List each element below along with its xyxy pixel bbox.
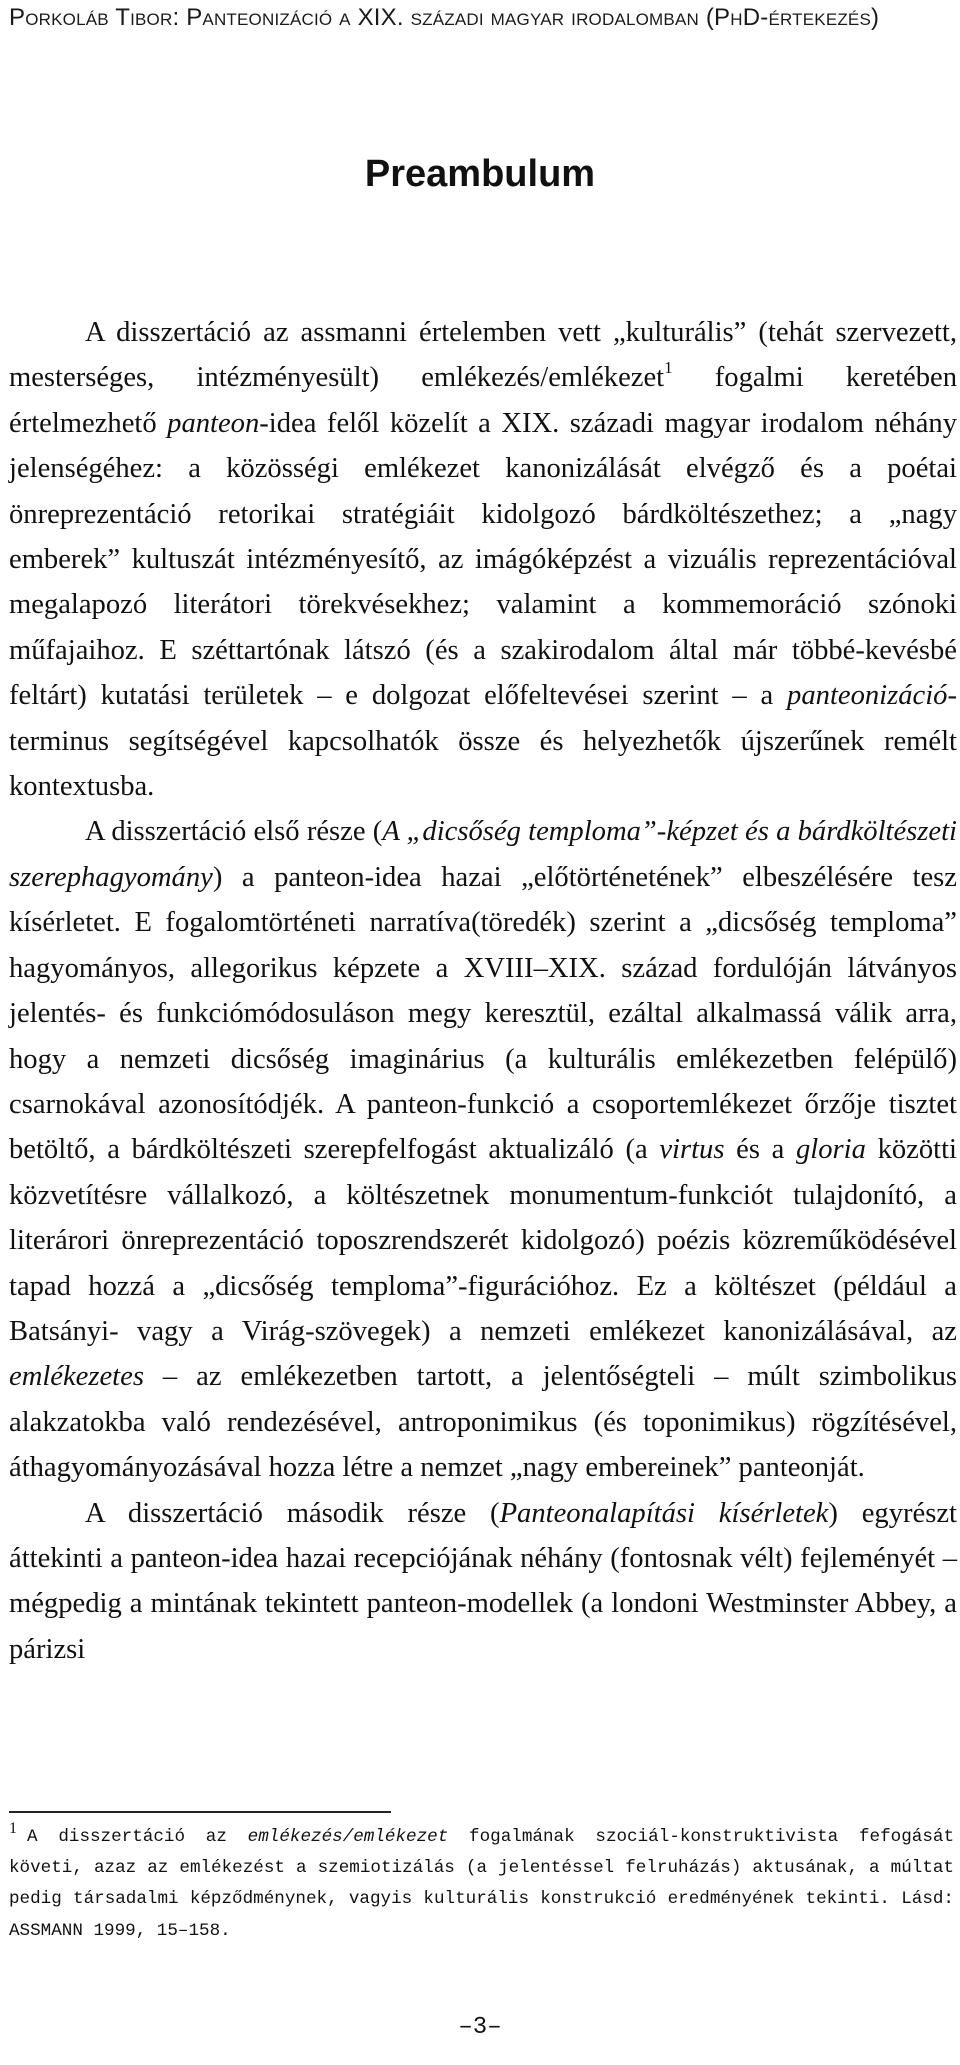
- paragraph-3-text-b: ) egyrészt áttekinti a panteon-idea hazai recepciójának néhány (fontosnak vélt) fejleményét – mégpedig a mintának tekintett panteon-modellek (a londoni Westminster Abbey, a párizsi: [9, 1497, 957, 1665]
- paragraph-3-text-a: A disszertáció második része (: [85, 1497, 500, 1529]
- paragraph-1-text-d: -terminus segítségével kapcsolhatók össze és helyezhetők újszerűnek remélt kontextusba.: [9, 680, 957, 803]
- paragraph-2-text-c: és a: [724, 1134, 796, 1166]
- paragraph-2-italic-virtus: virtus: [659, 1134, 725, 1166]
- paragraph-1-text-c: -idea felől közelít a XIX. századi magyar irodalom néhány jelenségéhez: a közösségi emlékezet kanonizálását elvégző és a poétai önreprezentáció retorikai stratégiáit kidolgozó bárdköltészethez; a „nagy emberek” kultuszát intézményesítő, az imágóképzést a vizuális reprezentációval megalapozó literátori törekvésekhez; valamint a kommemoráció szónoki műfajaihoz. E széttartónak látszó (és a szakirodalom által már többé-kevésbé feltárt) kutatási területek – e dolgozat előfeltevései szerint – a: [9, 407, 957, 712]
- paragraph-2-italic-emlekezetes: emlékezetes: [9, 1361, 144, 1393]
- paragraph-1-text-a: A disszertáció az assmanni értelemben vett „kulturális” (tehát szervezett, mesterséges, intézményesült) emlékezés/emlékezet: [9, 317, 957, 394]
- paragraph-1-italic-panteon: panteon: [167, 407, 260, 439]
- paragraph-1-italic-panteonizacio: panteonizáció: [787, 680, 948, 712]
- running-header: Porkoláb Tibor: Panteonizáció a XIX. századi magyar irodalomban (PhD-értekezés): [9, 4, 880, 31]
- footnote-reference[interactable]: 1: [664, 358, 673, 378]
- page-title: Preambulum: [364, 153, 596, 195]
- paragraph-3: [9, 1491, 957, 1673]
- paragraph-1-text-b: fogalmi keretében értelmezhető: [9, 362, 957, 439]
- footnote-1: [9, 1822, 954, 1947]
- paragraph-2-text-b: ) a panteon-idea hazai „előtörténetének” elbeszélésére tesz kísérletet. E fogalomtörténeti narratíva(töredék) szerint a „dicsőség temploma” hagyományos, allegorikus képzete a XVIII–XIX. század fordulóján látványos jelentés- és funkciómódosuláson megy keresztül, ezáltal alkalmassá válik arra, hogy a nemzeti dicsőség imaginárius (a kulturális emlékezetben felépülő) csarnokával azonosítódjék. A panteon-funkció a csoportemlékezet őrzője tisztet betöltő, a bárdköltészeti szerepfelfogást aktualizáló (a: [9, 861, 957, 1166]
- footnote-italic-term: emlékezés/emlékezet: [247, 1827, 449, 1847]
- paragraph-2-italic-gloria: gloria: [795, 1134, 866, 1166]
- body-text: [9, 310, 957, 1672]
- paragraph-2-italic-part-title: A „dicsőség temploma”-képzet és a bárdköltészeti szerephagyomány: [9, 816, 957, 893]
- paragraph-2-text-d: közötti közvetítésre vállalkozó, a költészetnek monumentum-funkciót tulajdonító, a literárori önreprezentáció toposzrendszerét kidolgozó) poézis közreműködésével tapad hozzá a „dicsőség temploma”-figurációhoz. Ez a költészet (például a Batsányi- vagy a Virág-szövegek) a nemzeti emlékezet kanonizálásával, az: [9, 1134, 957, 1347]
- footnote-mark: 1: [9, 1820, 17, 1837]
- page-number: –3–: [458, 2014, 502, 2041]
- paragraph-2-text-a: A disszertáció első része (: [85, 816, 383, 848]
- footnote-text-b: fogalmának szociál-konstruktivista fefogását követi, azaz az emlékezést a szemiotizálás (a jelentéssel felruházás) aktusának, a múltat pedig társadalmi képződménynek, vagyis kulturális konstrukció eredményének tekinti. Lásd: ASSMANN 1999, 15–158.: [9, 1827, 955, 1941]
- paragraph-3-italic-part-title: Panteonalapítási kísérletek: [499, 1497, 829, 1529]
- paragraph-2-text-e: – az emlékezetben tartott, a jelentőségteli – múlt szimbolikus alakzatokba való rendezésével, antroponimikus (és toponimikus) rögzítésével, áthagyományozásával hozza létre a nemzet „nagy embereinek” panteonját.: [9, 1361, 957, 1484]
- footnote-text-a: A disszertáció az: [27, 1827, 248, 1847]
- paragraph-2: [9, 809, 957, 1490]
- paragraph-1: [9, 310, 957, 809]
- footnote-separator: [9, 1811, 391, 1813]
